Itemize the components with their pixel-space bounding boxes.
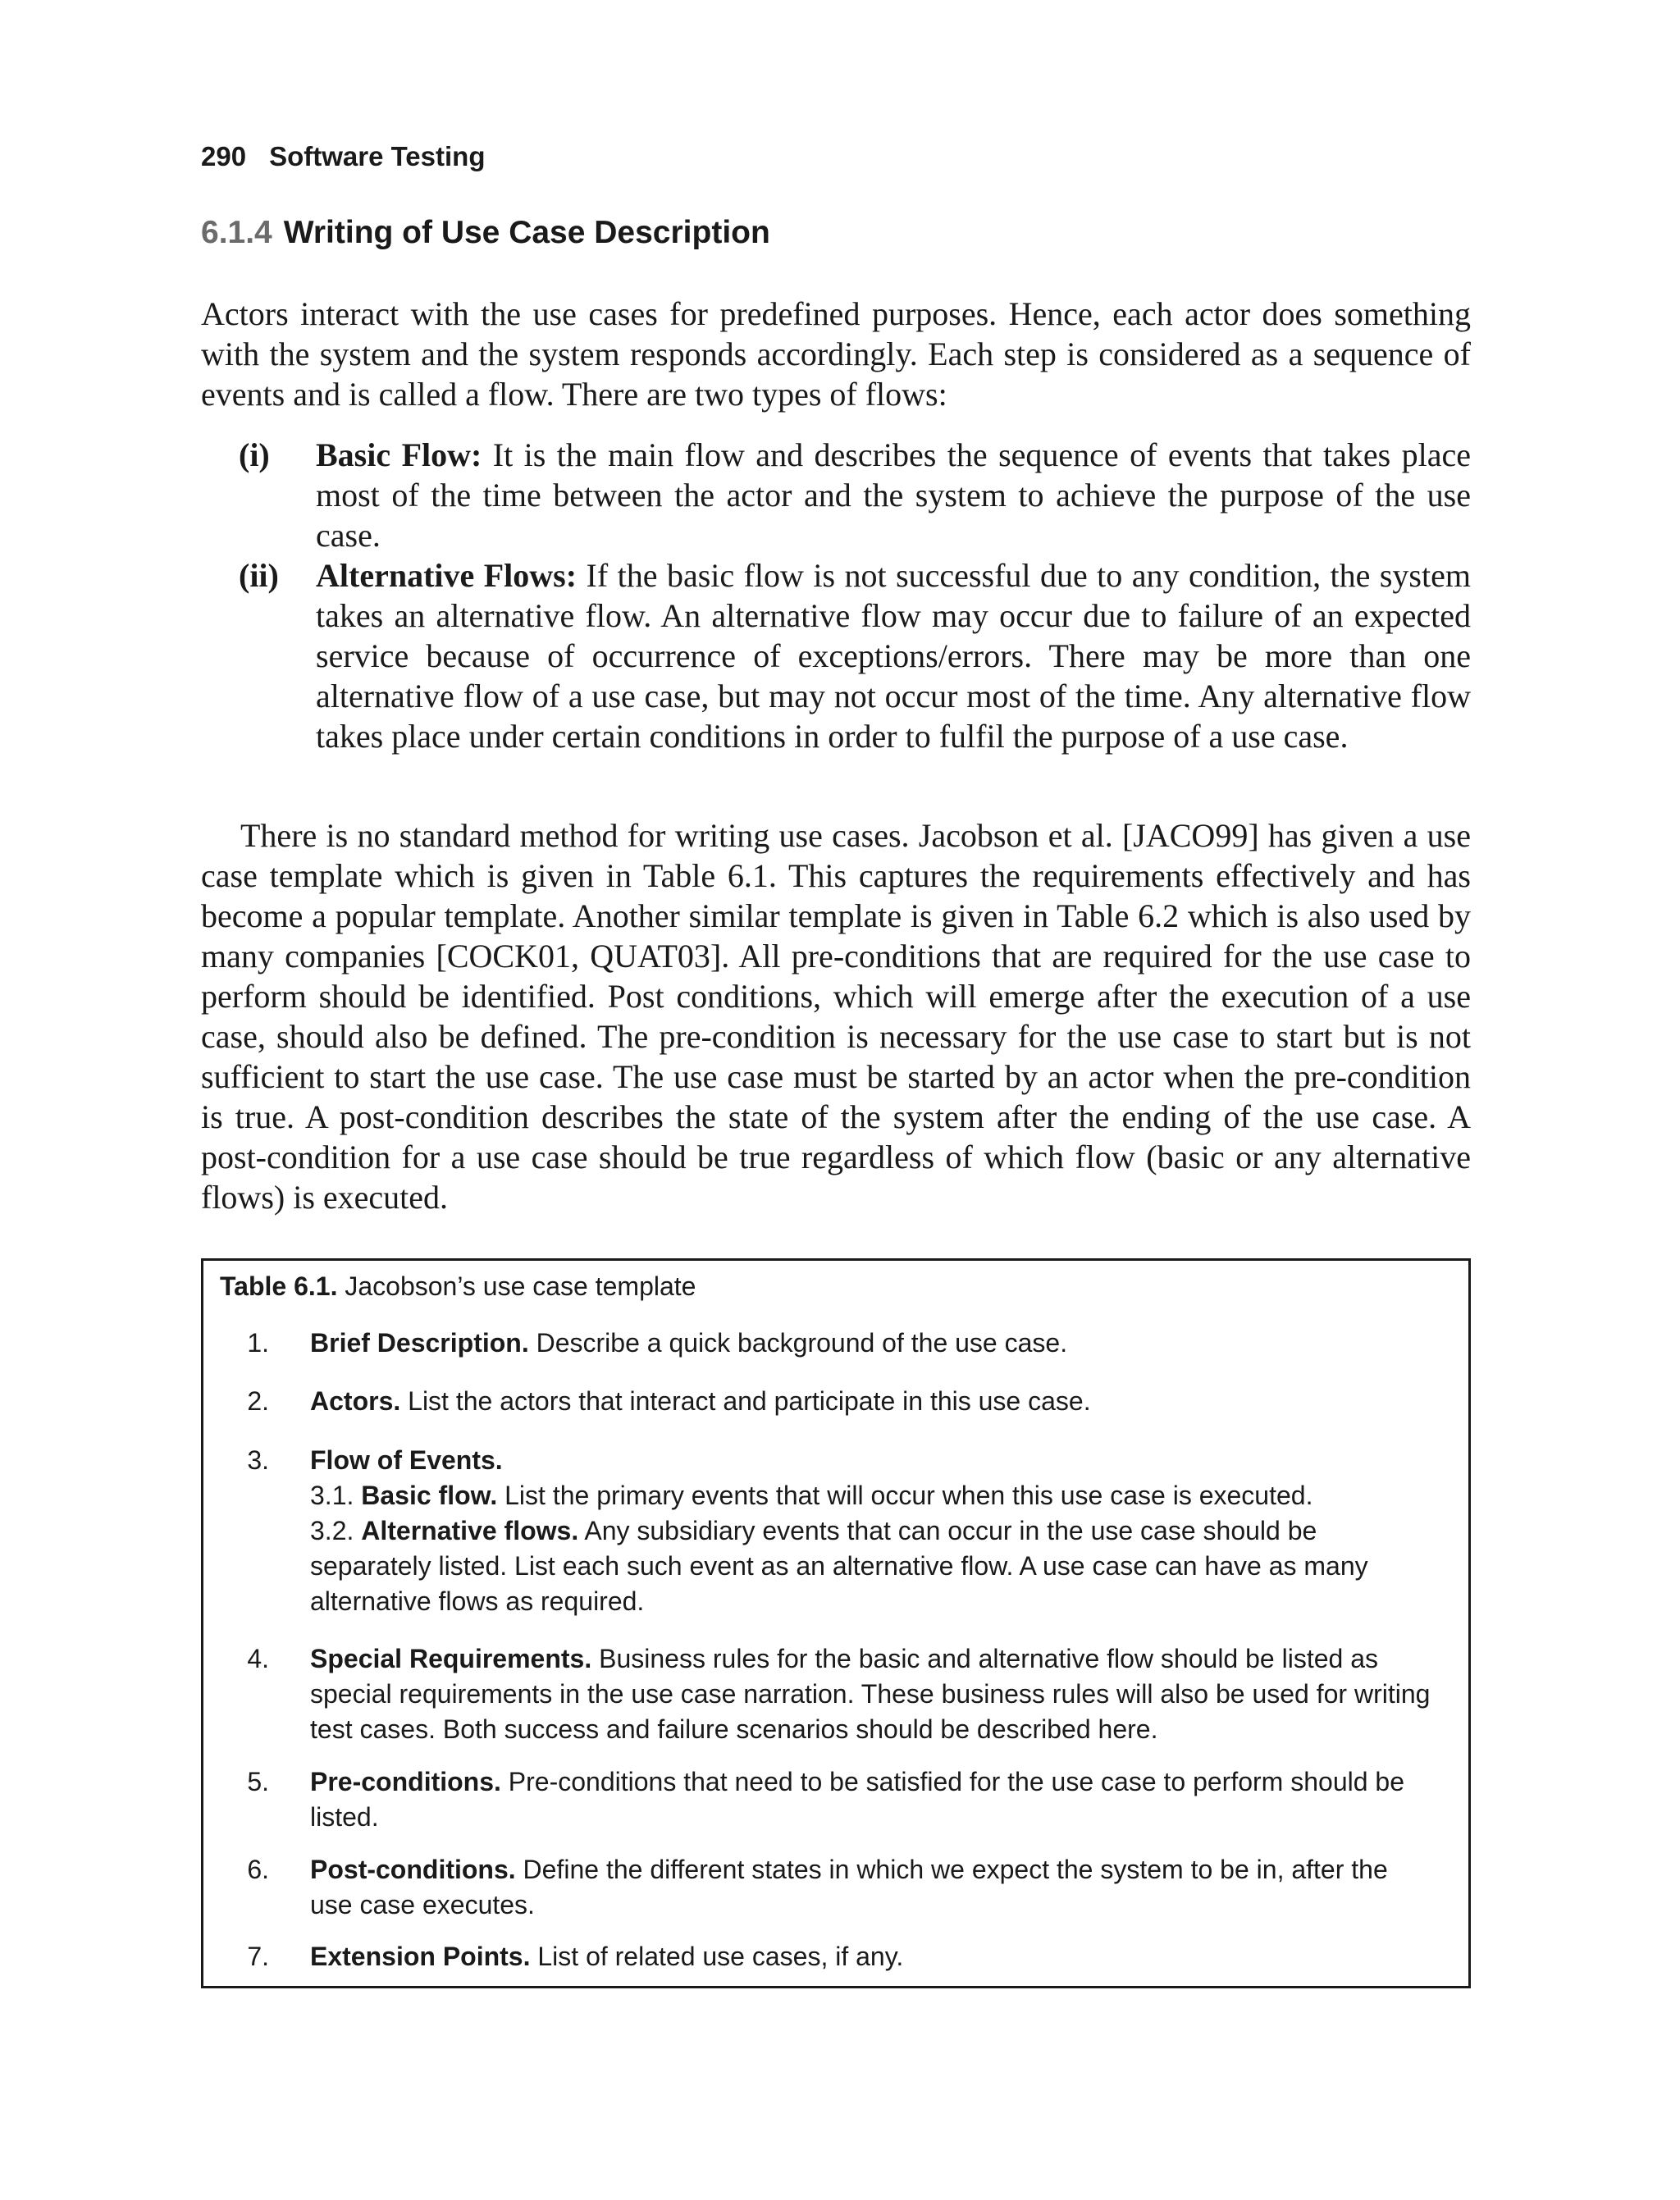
item-number: 3. [247, 1445, 269, 1475]
sub-item-basic-flow [310, 1481, 1312, 1510]
item-text: List of related use cases, if any. [530, 1942, 904, 1971]
intro-paragraph: Actors interact with the use cases for predefined purposes. Hence, each actor does something with the system and the system responds accordingly. Each step is considered as a sequence of events and is called a flow. There are two types of flows: [201, 295, 1471, 413]
sub-item-text: Any subsidiary events that can occur in the use case should be separately listed. List each such event as an alternative flow. A use case can have as many alternative flows as required. [310, 1516, 1368, 1616]
sub-item-number: 3.1. [310, 1481, 354, 1510]
item-number: 6. [247, 1855, 269, 1884]
table-caption [220, 1269, 696, 1304]
item-number: 5. [247, 1767, 269, 1796]
template-item-flow-of-events [203, 1443, 1434, 1619]
flow-item-basic [201, 435, 1471, 555]
template-item-post-conditions [203, 1852, 1434, 1923]
template-item-brief-description [203, 1326, 1434, 1361]
item-term: Post-conditions. [310, 1855, 516, 1884]
sub-item-number: 3.2. [310, 1516, 354, 1545]
section-number: 6.1.4 [201, 215, 272, 250]
item-number: 7. [247, 1942, 269, 1971]
sub-item-term: Alternative flows. [361, 1516, 579, 1545]
sub-item-text: List the primary events that will occur when this use case is executed. [497, 1481, 1313, 1510]
template-item-special-requirements [203, 1641, 1434, 1747]
sub-item-term: Basic flow. [361, 1481, 498, 1510]
item-term: Actors. [310, 1386, 401, 1416]
item-text: Business rules for the basic and alternative flow should be listed as special requirements in the use case narration. These business rules will also be used for writing test cases. Both success and failure scenarios should be described here. [310, 1644, 1431, 1744]
flow-label: (ii) [239, 557, 279, 594]
item-text: Describe a quick background of the use case. [528, 1328, 1068, 1358]
template-item-actors [203, 1384, 1434, 1419]
table-caption-label: Table 6.1. [220, 1271, 338, 1301]
flow-text: It is the main flow and describes the sequence of events that takes place most of the time between the actor and the system to achieve the purpose of the use case. [316, 436, 1471, 554]
flow-text: If the basic flow is not successful due to any condition, the system takes an alternative flow. An alternative flow may occur due to failure of an expected service because of occurrence of exceptions/errors. There may be more than one alternative flow of a use case, but may not occur most of the time. Any alternative flow takes place under certain conditions in order to fulfil the purpose of a use case. [316, 557, 1471, 755]
page-number: 290 [201, 141, 247, 171]
table-6-1-box [201, 1258, 1471, 1988]
book-title: Software Testing [269, 141, 486, 171]
item-term: Pre-conditions. [310, 1767, 501, 1796]
template-item-pre-conditions [203, 1764, 1434, 1835]
flow-term: Basic Flow: [316, 436, 482, 473]
item-term: Brief Description. [310, 1328, 529, 1358]
item-text: Pre-conditions that need to be satisfied for the use case to perform should be listed. [310, 1767, 1404, 1832]
running-head [201, 141, 485, 172]
item-term: Special Requirements. [310, 1644, 592, 1673]
item-term: Extension Points. [310, 1942, 531, 1971]
section-title: Writing of Use Case Description [283, 215, 770, 250]
item-number: 2. [247, 1386, 269, 1416]
body-paragraph: There is no standard method for writing use cases. Jacobson et al. [JACO99] has given a use case template which is given in Table 6.1. This captures the requirements effectively and has become a popular template. Another similar template is given in Table 6.2 which is also used by many companies [COCK01, QUAT03]. All pre-conditions that are required for the use case to perform should be identified. Post conditions, which will emerge after the execution of a use case, should also be defined. The pre-condition is necessary for the use case to start but is not sufficient to start the use case. The use case must be started by an actor when the pre-condition is true. A post-condition describes the state of the system after the ending of the use case. A post-condition for a use case should be true regardless of which flow (basic or any alternative flows) is executed. [201, 817, 1471, 1216]
item-term: Flow of Events. [310, 1445, 503, 1475]
flow-term: Alternative Flows: [316, 557, 578, 594]
flow-item-alternative [201, 555, 1471, 756]
template-item-extension-points [203, 1939, 1434, 1974]
item-text: List the actors that interact and participate in this use case. [400, 1386, 1091, 1416]
item-text: Define the different states in which we expect the system to be in, after the use case executes. [310, 1855, 1388, 1919]
flow-types-list [201, 435, 1471, 756]
flow-label: (i) [239, 436, 270, 473]
item-number: 4. [247, 1644, 269, 1673]
section-heading [201, 215, 770, 251]
sub-item-alternative-flows [310, 1516, 1368, 1616]
table-caption-text: Jacobson’s use case template [337, 1271, 696, 1301]
item-number: 1. [247, 1328, 269, 1358]
